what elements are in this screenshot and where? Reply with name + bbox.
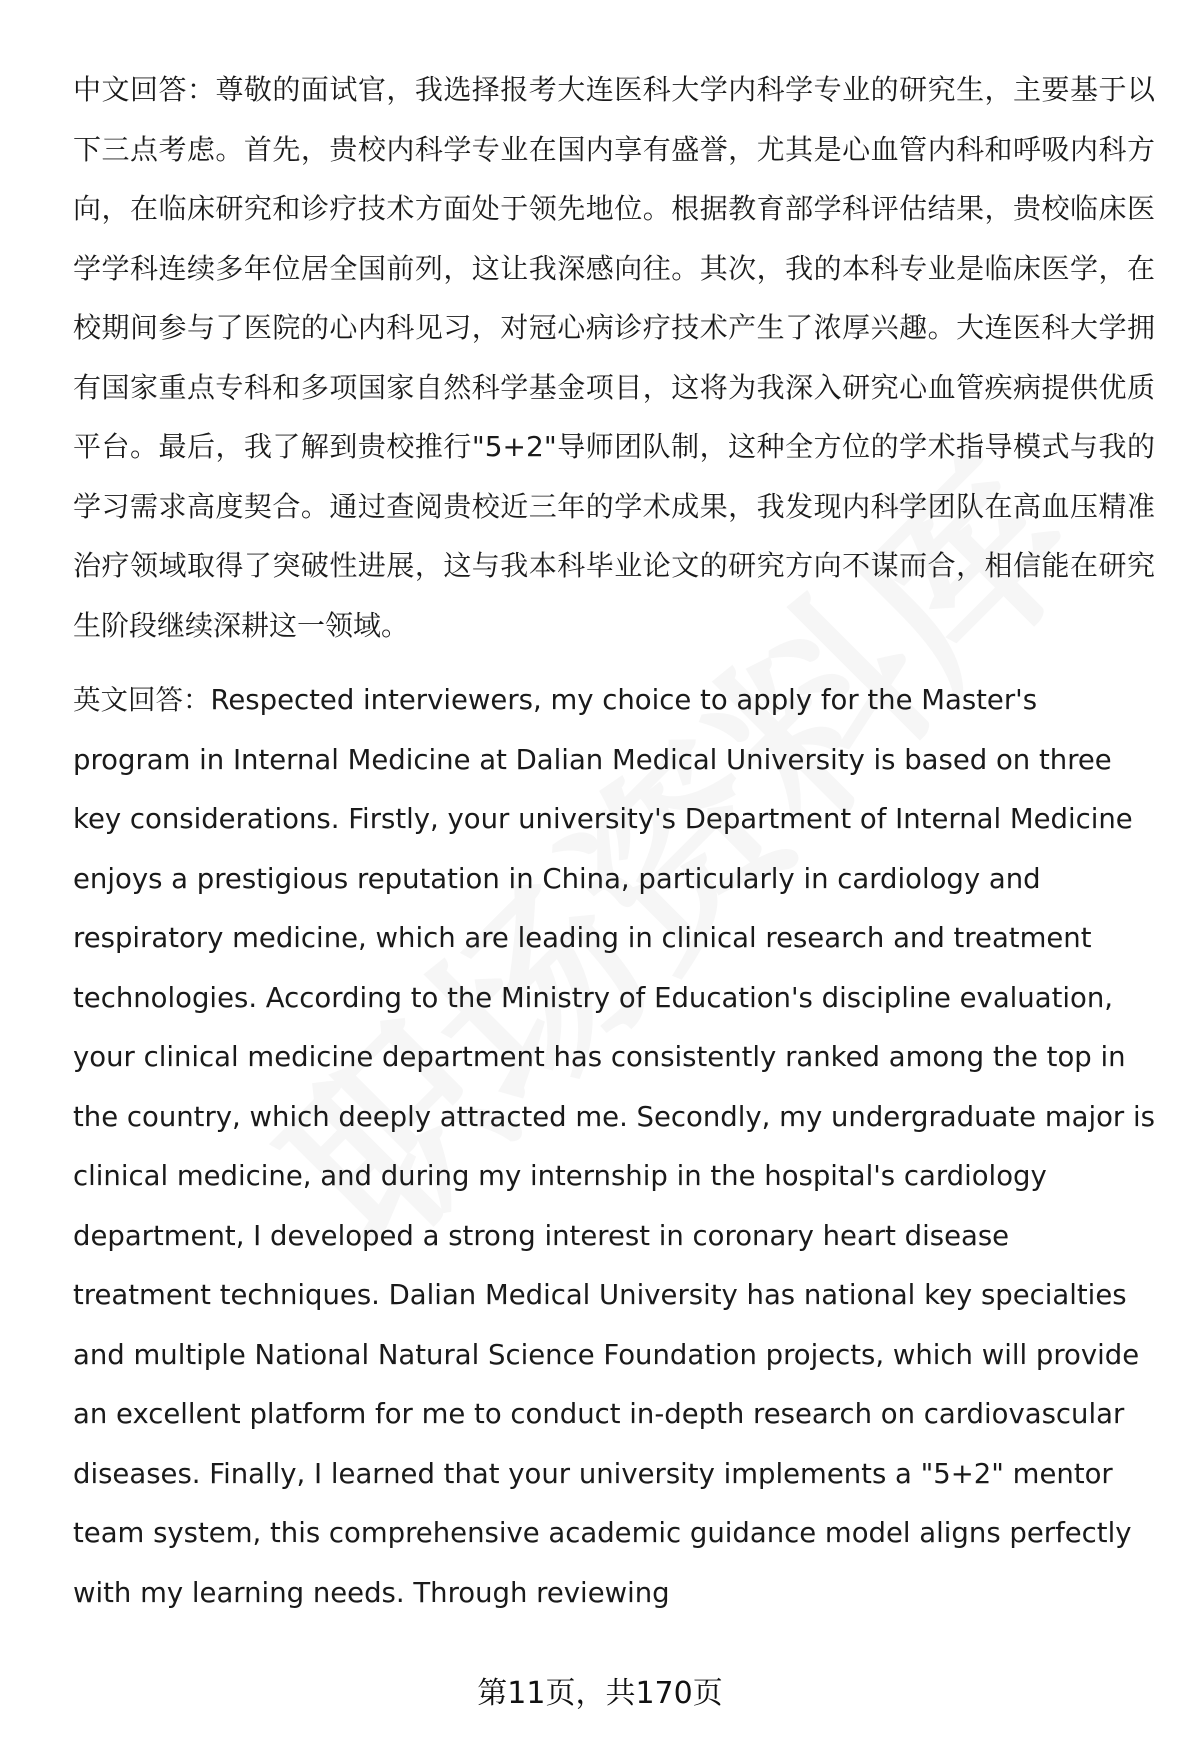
content-area <box>73 60 1155 1623</box>
page-footer <box>0 1668 1200 1712</box>
chinese-answer-paragraph <box>73 60 1155 655</box>
english-answer-text: Respected interviewers, my choice to apply for the Master's program in Internal Medicine at Dalian Medical University is based on three key considerations. Firstly, your university's Department of Internal Medicine enjoys a prestigious reputation in China, particularly in cardiology and respiratory medicine, which are leading in clinical research and treatment technologies. According to the Ministry of Education's discipline evaluation, your clinical medicine department has consistently ranked among the top in the country, which deeply attracted me. Secondly, my undergraduate major is clinical medicine, and during my internship in the hospital's cardiology department, I developed a strong interest in coronary heart disease treatment techniques. Dalian Medical University has national key specialties and multiple National Natural Science Foundation projects, which will provide an excellent platform for me to conduct in-depth research on cardiovascular diseases. Finally, I learned that your university implements a "5+2" mentor team system, this comprehensive academic guidance model aligns perfectly with my learning needs. Through reviewing <box>73 684 1155 1609</box>
chinese-answer-text: 尊敬的面试官，我选择报考大连医科大学内科学专业的研究生，主要基于以下三点考虑。首先，贵校内科学专业在国内享有盛誉，尤其是心血管内科和呼吸内科方向，在临床研究和诊疗技术方面处于领先地位。根据教育部学科评估结果，贵校临床医学学科连续多年位居全国前列，这让我深感向往。其次，我的本科专业是临床医学，在校期间参与了医院的心内科见习，对冠心病诊疗技术产生了浓厚兴趣。大连医科大学拥有国家重点专科和多项国家自然科学基金项目，这将为我深入研究心血管疾病提供优质平台。最后，我了解到贵校推行"5+2"导师团队制，这种全方位的学术指导模式与我的学习需求高度契合。通过查阅贵校近三年的学术成果，我发现内科学团队在高血压精准治疗领域取得了突破性进展，这与我本科毕业论文的研究方向不谋而合，相信能在研究生阶段继续深耕这一领域。 <box>73 73 1155 642</box>
page-number-indicator: 第11页，共170页 <box>477 1676 723 1711</box>
english-answer-label: 英文回答： <box>73 684 211 716</box>
english-answer-paragraph <box>73 671 1155 1623</box>
chinese-answer-label: 中文回答： <box>73 73 216 106</box>
